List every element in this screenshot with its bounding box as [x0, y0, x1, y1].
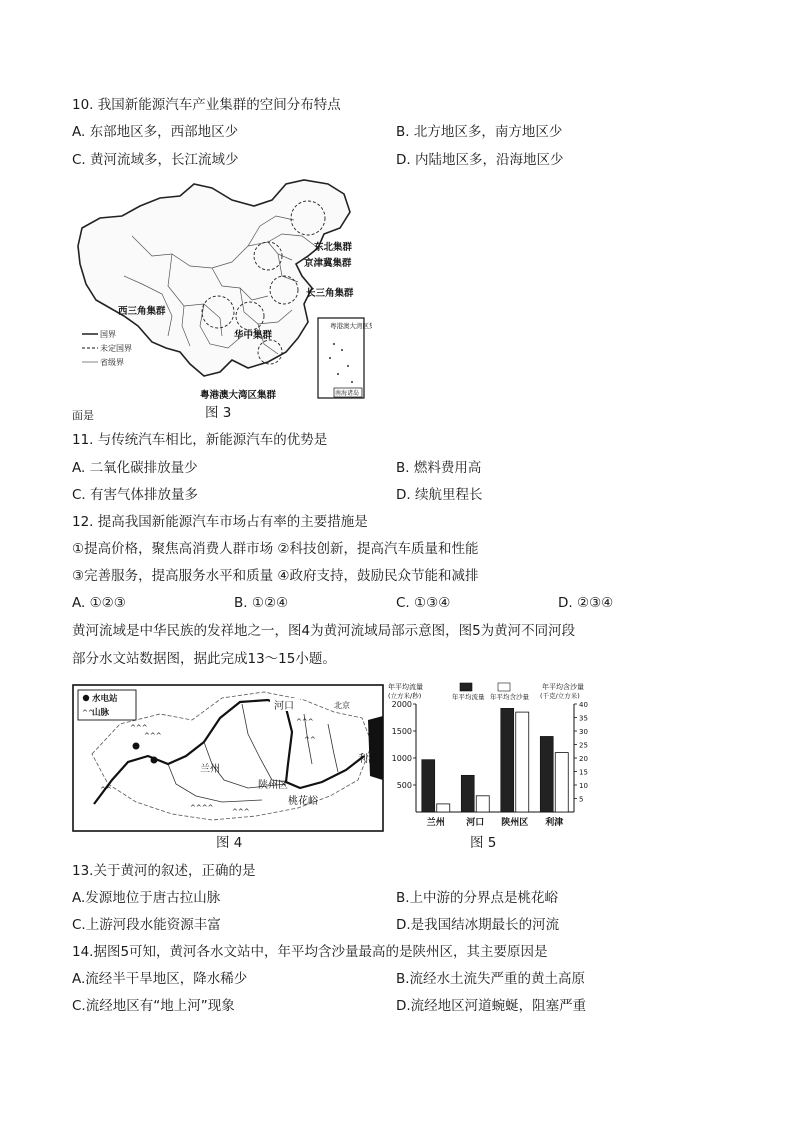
q12-statement-line-2: ③完善服务，提高服务水平和质量 ④政府支持，鼓励民众节能和减排: [72, 568, 479, 584]
svg-text:陕州区: 陕州区: [258, 780, 288, 791]
flow-bar: [422, 760, 435, 812]
figure-3-map: [72, 176, 372, 406]
svg-text:兰州: 兰州: [200, 764, 220, 775]
q11-option-b: B. 燃料费用高: [396, 460, 482, 476]
sand-bar: [555, 753, 568, 812]
left-tick-label: 1500: [391, 727, 412, 736]
svg-text:利津: 利津: [358, 754, 378, 765]
flow-bar: [540, 736, 553, 812]
sand-bar: [437, 804, 450, 812]
svg-text:^^^: ^^^: [296, 718, 314, 726]
q13-option-c: C.上游河段水能资源丰富: [72, 917, 221, 933]
svg-text:^^^: ^^^: [130, 724, 148, 732]
svg-text:^^^: ^^^: [144, 732, 162, 740]
sand-bar: [516, 712, 529, 812]
sand-bar: [476, 796, 489, 812]
q12-statement-line-1: ①提高价格，聚焦高消费人群市场 ②科技创新，提高汽车质量和性能: [72, 541, 479, 557]
svg-text:水电站: 水电站: [92, 694, 118, 704]
legend-flow-label: 年平均流量: [452, 693, 485, 701]
q14-stem: 14.据图5可知，黄河各水文站中，年平均含沙量最高的是陕州区，其主要原因是: [72, 944, 548, 960]
legend-sand-swatch: [498, 683, 510, 691]
left-tick-label: 500: [396, 781, 412, 790]
q14-option-b: B.流经水土流失严重的黄土高原: [396, 971, 586, 987]
right-tick-label: 35: [579, 714, 588, 723]
svg-text:粤港澳大湾区集: 粤港澳大湾区集: [330, 322, 372, 330]
figure-4-map: [72, 684, 384, 832]
cluster-label: 京津冀集群: [304, 258, 352, 269]
q14-option-a: A.流经半干旱地区，降水稀少: [72, 971, 248, 987]
category-label: 河口: [466, 818, 485, 828]
q13-option-a: A.发源地位于唐古拉山脉: [72, 890, 221, 906]
q12-stem: 12. 提高我国新能源汽车市场占有率的主要措施是: [72, 514, 368, 530]
q12-option-d: D. ②③④: [558, 595, 614, 611]
q12-option-a: A. ①②③: [72, 595, 126, 611]
q13-option-d: D.是我国结冰期最长的河流: [396, 917, 560, 933]
svg-text:^^^^: ^^^^: [190, 804, 214, 812]
left-tick-label: 1000: [391, 754, 412, 763]
svg-text:^^: ^^: [304, 736, 316, 744]
q14-option-c: C.流经地区有“地上河”现象: [72, 998, 235, 1014]
cluster-label: 华中集群: [234, 330, 273, 341]
category-label: 兰州: [426, 818, 445, 828]
figure-3-caption: 图 3: [205, 405, 232, 421]
left-tick-label: 2000: [391, 700, 412, 709]
right-tick-label: 25: [579, 741, 588, 750]
svg-text:未定国界: 未定国界: [100, 344, 132, 353]
fragment-label: 面是: [72, 409, 94, 422]
left-axis-title: 年平均流量: [388, 683, 423, 691]
cluster-label: 长三角集群: [306, 288, 354, 299]
q12-option-b: B. ①②④: [234, 595, 289, 611]
intro-line-1: 黄河流域是中华民族的发祥地之一，图4为黄河流域局部示意图，图5为黄河不同河段: [72, 623, 576, 639]
right-tick-label: 40: [579, 701, 588, 709]
q11-option-c: C. 有害气体排放量多: [72, 487, 199, 503]
q10-option-a: A. 东部地区多，西部地区少: [72, 124, 239, 140]
figure-4-caption: 图 4: [216, 835, 243, 851]
flow-bar: [501, 708, 514, 812]
right-tick-label: 15: [579, 768, 588, 777]
svg-text:省级界: 省级界: [100, 358, 124, 367]
q10-option-d: D. 内陆地区多，沿海地区少: [396, 152, 564, 168]
svg-text:桃花峪: 桃花峪: [288, 796, 318, 807]
right-axis-title: 年平均含沙量: [542, 683, 584, 691]
left-axis-unit: (立方米/秒): [388, 692, 422, 700]
legend-flow-swatch: [460, 683, 472, 691]
legend-sand-label: 年平均含沙量: [490, 693, 529, 701]
q10-option-c: C. 黄河流域多，长江流域少: [72, 152, 239, 168]
svg-text:北京: 北京: [334, 701, 350, 710]
q12-option-c: C. ①③④: [396, 595, 451, 611]
svg-text:^^: ^^: [100, 786, 112, 794]
q11-option-a: A. 二氧化碳排放量少: [72, 460, 198, 476]
svg-text:南海诸岛: 南海诸岛: [335, 390, 360, 397]
intro-line-2: 部分水文站数据图，据此完成13～15小题。: [72, 651, 336, 667]
cluster-label: 西三角集群: [118, 306, 166, 317]
q11-stem: 11. 与传统汽车相比，新能源汽车的优势是: [72, 432, 328, 448]
flow-bar: [461, 775, 474, 812]
right-axis-unit: (千克/立方米): [540, 692, 580, 700]
q13-stem: 13.关于黄河的叙述，正确的是: [72, 863, 256, 879]
svg-text:山脉: 山脉: [92, 708, 110, 718]
right-tick-label: 10: [579, 782, 588, 790]
q13-option-b: B.上中游的分界点是桃花峪: [396, 890, 559, 906]
right-tick-label: 5: [579, 795, 584, 804]
svg-text:^^: ^^: [82, 709, 94, 717]
svg-text:^^^: ^^^: [232, 808, 250, 816]
q10-stem: 10. 我国新能源汽车产业集群的空间分布特点: [72, 97, 341, 113]
cluster-label: 东北集群: [314, 242, 353, 253]
figure-5-caption: 图 5: [470, 835, 497, 851]
right-tick-label: 20: [579, 755, 588, 763]
category-label: 利津: [545, 818, 564, 828]
svg-text:国界: 国界: [100, 330, 116, 339]
right-tick-label: 30: [579, 728, 588, 736]
q10-option-b: B. 北方地区多，南方地区少: [396, 124, 563, 140]
q11-option-d: D. 续航里程长: [396, 487, 483, 503]
category-label: 陕州区: [501, 818, 529, 828]
q14-option-d: D.流经地区河道蜿蜒，阻塞严重: [396, 998, 587, 1014]
svg-text:河口: 河口: [274, 701, 294, 712]
cluster-label: 粤港澳大湾区集群: [200, 390, 277, 401]
figure-5-chart: [386, 680, 612, 834]
